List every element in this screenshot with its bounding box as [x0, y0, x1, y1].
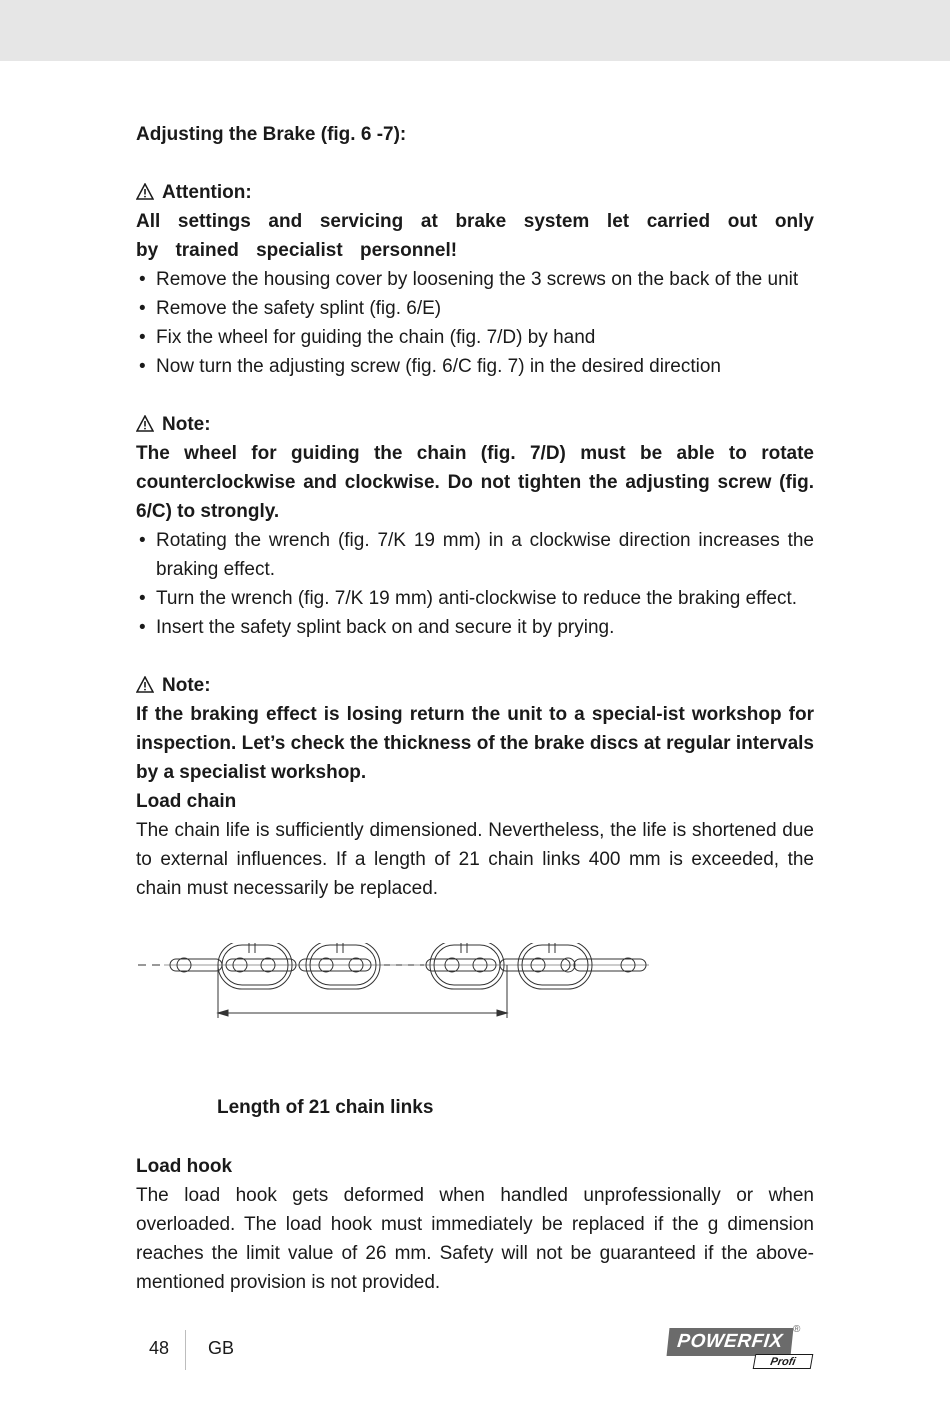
- chain-figure: [136, 943, 814, 1123]
- note2-text: If the braking effect is losing return the unit to a special-ist workshop for inspection. Let’s check the thickness of the brake discs at regular intervals by a specialist workshop.: [136, 704, 814, 783]
- note1-text: The wheel for guiding the chain (fig. 7/D) must be able to rotate counterclockwise and clockwise. Do not tighten the adjusting screw (fig. 6/C) to strongly.: [136, 443, 814, 522]
- brake-steps2-list: [136, 526, 814, 642]
- attention-label: Attention:: [162, 182, 252, 203]
- footer-divider: [185, 1330, 186, 1370]
- logo-sub-text: Profi: [753, 1354, 814, 1369]
- bullet-dot-icon: •: [139, 530, 146, 551]
- brake-section-title: Adjusting the Brake (fig. 6 -7):: [136, 124, 407, 145]
- load-hook-title: Load hook: [136, 1156, 233, 1177]
- list-item: • Remove the safety splint (fig. 6/E): [136, 294, 814, 323]
- list-item: • Turn the wrench (fig. 7/K 19 mm) anti-clockwise to reduce the braking effect.: [136, 584, 814, 613]
- bullet-dot-icon: •: [139, 269, 146, 290]
- note2-label: Note:: [162, 675, 211, 696]
- bullet-dot-icon: •: [139, 327, 146, 348]
- figure-caption: Length of 21 chain links: [217, 1097, 434, 1118]
- bullet-dot-icon: •: [139, 588, 146, 609]
- load-chain-title: Load chain: [136, 791, 237, 812]
- list-item: • Rotating the wrench (fig. 7/K 19 mm) in a clockwise direction increases the braking effect.: [136, 526, 814, 584]
- brake-steps-list: [136, 265, 814, 381]
- chain-diagram: [134, 943, 654, 1083]
- note2-heading: [136, 671, 814, 700]
- bullet-dot-icon: •: [139, 617, 146, 638]
- country-code: GB: [208, 1338, 235, 1358]
- logo-registered-mark: ®: [793, 1324, 801, 1335]
- attention-text: All settings and servicing at brake system let carried out only by trained specialist personnel!: [136, 211, 814, 261]
- warning-triangle-icon: [136, 183, 154, 200]
- list-item: • Remove the housing cover by loosening the 3 screws on the back of the unit: [136, 265, 814, 294]
- note1-heading: [136, 410, 814, 439]
- attention-heading: [136, 178, 814, 207]
- list-item: • Fix the wheel for guiding the chain (fig. 7/D) by hand: [136, 323, 814, 352]
- page-number: 48: [149, 1338, 170, 1358]
- page-content: [136, 120, 814, 1297]
- logo-main-text: POWERFIX: [667, 1328, 794, 1356]
- bullet-dot-icon: •: [139, 356, 146, 377]
- list-item: • Now turn the adjusting screw (fig. 6/C fig. 7) in the desired direction: [136, 352, 814, 381]
- load-chain-text: The chain life is sufficiently dimensioned. Nevertheless, the life is shortened due to external influences. If a length of 21 chain links 400 mm is exceeded, the chain must necessarily be replaced.: [136, 820, 814, 899]
- list-item: • Insert the safety splint back on and secure it by prying.: [136, 613, 814, 642]
- bullet-dot-icon: •: [139, 298, 146, 319]
- load-hook-text: The load hook gets deformed when handled unprofessionally or when overloaded. The load hook must immediately be replaced if the g dimension reaches the limit value of 26 mm. Safety will not be guaranteed if the above-mentioned provision is not provided.: [136, 1185, 814, 1293]
- powerfix-logo: [668, 1324, 814, 1370]
- warning-triangle-icon: [136, 676, 154, 693]
- note1-label: Note:: [162, 414, 211, 435]
- warning-triangle-icon: [136, 415, 154, 432]
- header-bar: [0, 0, 950, 61]
